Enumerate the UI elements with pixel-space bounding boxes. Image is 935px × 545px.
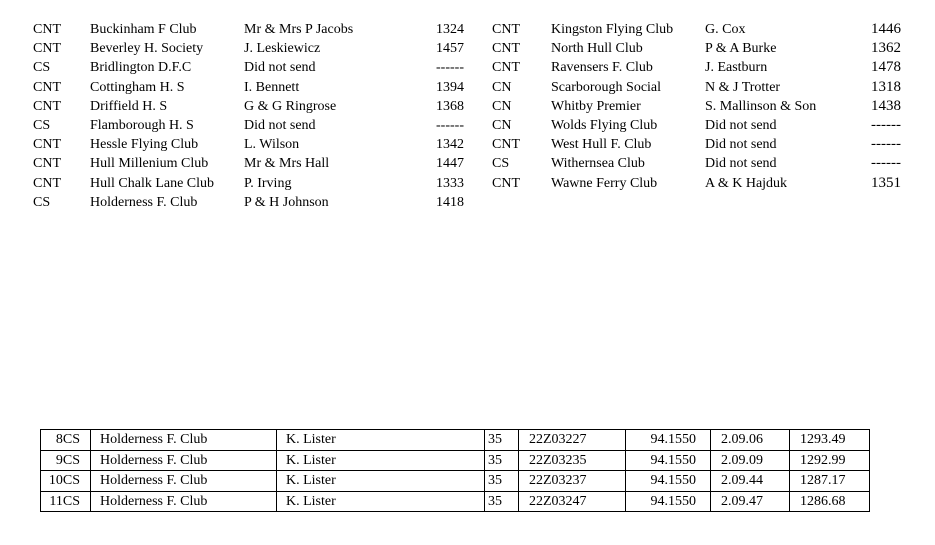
cell-name: K. Lister: [277, 491, 485, 512]
cell-club: Holderness F. Club: [90, 194, 198, 210]
cell-code: CNT: [33, 79, 61, 95]
cell-contact: P & H Johnson: [244, 194, 329, 210]
result-row: [41, 471, 870, 492]
cell-time: 2.09.06: [711, 430, 790, 451]
cell-contact: L. Wilson: [244, 137, 300, 153]
cell-club: Hull Millenium Club: [90, 156, 209, 172]
cell-club: Cottingham H. S: [90, 79, 185, 95]
club-row: [33, 78, 464, 97]
cell-velocity: 1293.49: [790, 430, 870, 451]
cell-code: CNT: [492, 137, 520, 153]
cell-club: West Hull F. Club: [551, 137, 652, 153]
cell-code: CN: [492, 79, 512, 95]
cell-distance: 94.1550: [626, 491, 711, 512]
cell-code: CNT: [492, 60, 520, 76]
club-row: [33, 97, 464, 116]
cell-code: CNT: [33, 98, 61, 114]
cell-name: K. Lister: [277, 471, 485, 492]
cell-ring: 22Z03227: [519, 430, 626, 451]
cell-number: ------: [871, 117, 901, 134]
cell-velocity: 1287.17: [790, 471, 870, 492]
cell-ring: 22Z03247: [519, 491, 626, 512]
cell-contact: Did not send: [244, 118, 316, 134]
cell-code: CS: [33, 194, 51, 210]
cell-number: 1438: [871, 97, 901, 114]
cell-club: Driffield H. S: [90, 98, 168, 114]
cell-club: Hessle Flying Club: [90, 137, 199, 153]
cell-name: K. Lister: [277, 430, 485, 451]
cell-number: 1351: [871, 174, 901, 191]
club-row: [492, 58, 901, 77]
club-row: [33, 154, 464, 173]
cell-club: Holderness F. Club: [91, 471, 277, 492]
cell-club: Beverley H. Society: [90, 41, 204, 57]
club-row: [33, 39, 464, 58]
cell-code: CNT: [492, 22, 520, 37]
cell-contact: Did not send: [705, 156, 777, 172]
cell-code: CN: [492, 118, 512, 134]
club-row: [33, 174, 464, 193]
cell-num: 35: [485, 471, 519, 492]
cell-code: CNT: [492, 41, 520, 57]
cell-code: CNT: [33, 175, 61, 191]
cell-code: CNT: [33, 41, 61, 57]
club-list-right: [492, 20, 901, 193]
cell-number: 1447: [436, 156, 464, 172]
cell-pos: 8CS: [41, 430, 91, 451]
cell-code: CS: [492, 156, 510, 172]
cell-code: CNT: [33, 137, 61, 153]
cell-club: Wawne Ferry Club: [551, 175, 658, 191]
cell-velocity: 1286.68: [790, 491, 870, 512]
cell-contact: Did not send: [705, 118, 777, 134]
cell-club: North Hull Club: [551, 41, 643, 57]
cell-number: 1342: [436, 137, 464, 153]
cell-distance: 94.1550: [626, 430, 711, 451]
cell-number: 1394: [436, 79, 464, 95]
cell-time: 2.09.09: [711, 450, 790, 471]
cell-number: ------: [436, 60, 464, 76]
cell-contact: Mr & Mrs Hall: [244, 156, 330, 172]
club-row: [492, 97, 901, 116]
cell-code: CNT: [33, 22, 61, 37]
club-row: [33, 58, 464, 77]
cell-number: 1333: [436, 175, 464, 191]
cell-club: Scarborough Social: [551, 79, 662, 95]
cell-number: 1457: [436, 41, 464, 57]
result-row: [41, 450, 870, 471]
cell-contact: P. Irving: [244, 175, 292, 191]
cell-contact: G & G Ringrose: [244, 98, 337, 114]
cell-club: Wolds Flying Club: [551, 118, 658, 134]
cell-contact: Mr & Mrs P Jacobs: [244, 22, 354, 37]
club-row: [33, 193, 464, 212]
cell-contact: I. Bennett: [244, 79, 300, 95]
cell-name: K. Lister: [277, 450, 485, 471]
club-row: [492, 20, 901, 39]
cell-club: Holderness F. Club: [91, 450, 277, 471]
result-row: [41, 430, 870, 451]
cell-club: Bridlington D.F.C: [90, 60, 192, 76]
cell-number: 1318: [871, 78, 901, 95]
cell-number: 1368: [436, 98, 464, 114]
cell-num: 35: [485, 450, 519, 471]
club-row: [492, 116, 901, 135]
cell-time: 2.09.44: [711, 471, 790, 492]
cell-ring: 22Z03237: [519, 471, 626, 492]
club-row: [492, 154, 901, 173]
cell-contact: A & K Hajduk: [705, 175, 788, 191]
cell-club: Holderness F. Club: [91, 430, 277, 451]
club-row: [33, 20, 464, 39]
cell-club: Withernsea Club: [551, 156, 645, 172]
club-row: [33, 135, 464, 154]
cell-club: Flamborough H. S: [90, 118, 194, 134]
cell-num: 35: [485, 491, 519, 512]
cell-time: 2.09.47: [711, 491, 790, 512]
cell-contact: Did not send: [705, 137, 777, 153]
cell-num: 35: [485, 430, 519, 451]
cell-distance: 94.1550: [626, 450, 711, 471]
club-row: [33, 116, 464, 135]
cell-number: ------: [436, 118, 464, 134]
cell-contact: J. Leskiewicz: [244, 41, 321, 57]
cell-number: 1324: [436, 22, 464, 37]
cell-contact: P & A Burke: [705, 41, 777, 57]
cell-code: CNT: [33, 156, 61, 172]
cell-number: ------: [871, 136, 901, 153]
cell-ring: 22Z03235: [519, 450, 626, 471]
cell-code: CN: [492, 98, 512, 114]
cell-contact: N & J Trotter: [705, 79, 781, 95]
result-row: [41, 491, 870, 512]
cell-code: CS: [33, 60, 51, 76]
cell-pos: 10CS: [41, 471, 91, 492]
club-row: [492, 78, 901, 97]
cell-number: 1446: [871, 21, 901, 37]
club-row: [492, 39, 901, 58]
cell-code: CS: [33, 118, 51, 134]
cell-number: ------: [871, 155, 901, 172]
cell-contact: G. Cox: [705, 22, 746, 37]
club-row: [492, 135, 901, 154]
cell-number: 1362: [871, 40, 901, 57]
cell-club: Whitby Premier: [551, 98, 641, 114]
cell-club: Holderness F. Club: [91, 491, 277, 512]
cell-number: 1418: [436, 194, 464, 210]
club-row: [492, 174, 901, 193]
cell-number: 1478: [871, 59, 901, 76]
cell-distance: 94.1550: [626, 471, 711, 492]
cell-velocity: 1292.99: [790, 450, 870, 471]
cell-club: Ravensers F. Club: [551, 60, 653, 76]
cell-code: CNT: [492, 175, 520, 191]
cell-contact: J. Eastburn: [705, 60, 768, 76]
cell-contact: S. Mallinson & Son: [705, 98, 817, 114]
cell-contact: Did not send: [244, 60, 316, 76]
results-table: [40, 429, 870, 512]
cell-club: Kingston Flying Club: [551, 22, 674, 37]
cell-pos: 11CS: [41, 491, 91, 512]
cell-club: Hull Chalk Lane Club: [90, 175, 215, 191]
cell-pos: 9CS: [41, 450, 91, 471]
club-list-left: [33, 20, 464, 212]
cell-club: Buckinham F Club: [90, 22, 197, 37]
